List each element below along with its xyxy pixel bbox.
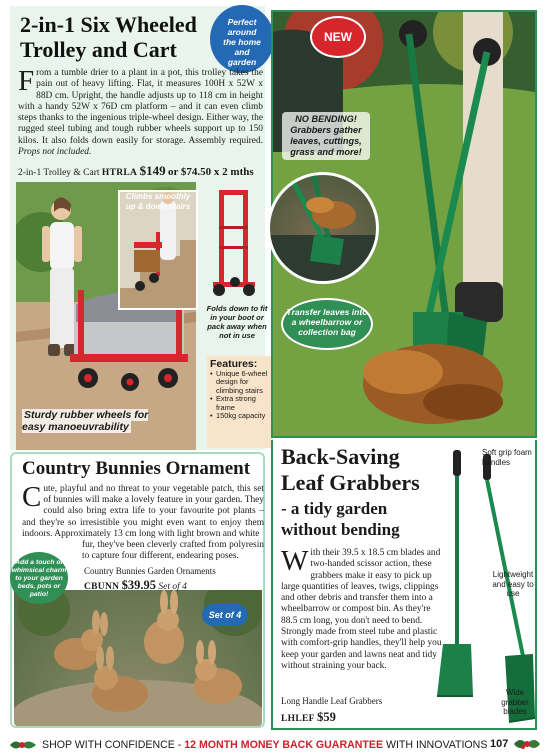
- burst-line: garden: [227, 57, 257, 67]
- bunnies-title: Country Bunnies Ornament: [22, 458, 251, 479]
- dropcap: C: [22, 481, 42, 513]
- label-soft-grip: Soft grip foam handles: [482, 448, 532, 467]
- holly-icon: [8, 736, 38, 754]
- feature-item: • Extra strong frame: [210, 395, 270, 412]
- trolley-price-line: [18, 163, 254, 179]
- holly-icon: [512, 734, 542, 754]
- footer-part: WITH INNOVATIONS: [383, 739, 488, 751]
- grabbers-subtitle-line: - a tidy garden: [281, 499, 388, 518]
- footer-part: MONEY BACK: [240, 739, 313, 751]
- trolley-description: [18, 65, 263, 158]
- bunnies-description: [22, 481, 264, 562]
- features-list: [210, 370, 270, 420]
- caption-folds-down: Folds down to fit in your boot or pack away when not in use: [206, 304, 268, 340]
- grabbers-subtitle-line: without bending: [281, 520, 400, 539]
- features-box: [207, 356, 273, 448]
- product-name: Country Bunnies Garden Ornaments: [84, 566, 216, 576]
- grabbers-title-line: Back-Saving: [281, 444, 400, 469]
- new-badge: NEW: [312, 18, 364, 56]
- bunnies-panel: [10, 452, 265, 728]
- grabbers-title: [281, 444, 420, 496]
- folded-trolley-illustration: [205, 186, 265, 298]
- feature-item: • Unique 6-wheel design for climbing stairs: [210, 370, 270, 395]
- burst-line: the home: [223, 37, 261, 47]
- footer-part: SHOP WITH CONFIDENCE -: [42, 739, 185, 751]
- transfer-illustration: [270, 175, 376, 281]
- product-price: $59: [317, 710, 336, 724]
- footer: [0, 734, 546, 754]
- product-code: HTRLA: [101, 168, 138, 178]
- no-bending-caption: NO BENDING! Grabbers gather leaves, cuttings, grass and more!: [282, 112, 370, 160]
- footer-part: GUARANTEE: [312, 739, 384, 751]
- features-title: Features:: [210, 358, 258, 370]
- burst-line: Perfect: [227, 17, 257, 27]
- transfer-leaves-caption: Transfer leaves into a wheelbarrow or collection bag: [281, 298, 373, 350]
- product-code: LHLEF: [281, 714, 315, 724]
- grabbers-transfer-inset: [267, 172, 379, 284]
- product-price: $39.95: [121, 578, 157, 592]
- label-wide-blades: Wide grabber blades: [501, 688, 529, 716]
- product-name: 2-in-1 Trolley & Cart: [18, 168, 100, 178]
- product-name: Long Handle Leaf Grabbers: [281, 696, 383, 706]
- footer-part: 12 MONTH: [184, 739, 241, 751]
- product-price-installment: or $74.50 x 2 mths: [167, 166, 254, 178]
- props-note: Props not included.: [18, 147, 92, 158]
- burst-line: around: [227, 27, 257, 37]
- label-lightweight: Lightweight and easy to use: [492, 570, 534, 598]
- trolley-title: 2-in-1 Six Wheeled Trolley and Cart: [20, 12, 197, 62]
- product-price: $149: [139, 163, 166, 178]
- trolley-panel: [10, 6, 268, 450]
- grabbers-title-line: Leaf Grabbers: [281, 470, 420, 495]
- page-number: 107: [490, 738, 509, 750]
- caption-sturdy-text: Sturdy rubber wheels for easy manoeuvrability: [22, 409, 149, 433]
- trolley-photo-folded: [205, 186, 265, 298]
- grabbers-subtitle: [281, 498, 400, 540]
- dropcap: W: [281, 545, 309, 577]
- footer-guarantee: [42, 739, 487, 751]
- trolley-description-text: rom a tumble drier to a plant in a pot, this trolley takes the pain out of heavy lifting. Flat, it measures 100H x 52W x 88D cm. Upright, the handle adjusts up to 118 cm in height with a handy 52W x 76D cm platform – and it can even climb steps thanks to the ingenious triple-wheel design. Either way, the rugged steel tubing and tough rubber wheels support up to 150 kilos. It also folds down easily for storage. Assembly required.: [18, 68, 263, 146]
- bunnies-bubble: Add a touch of whimsical charm to your garden beds, pots or patio!: [10, 552, 68, 604]
- caption-sturdy-wheels: [22, 410, 172, 433]
- grabbers-price-line: [281, 710, 336, 725]
- bunnies-description-text: ute, playful and no threat to your vegetable patch, this set of bunnies will make a lovely feature in your garden. They could also bring extra life to your favourite pot plants – and they're so irresistible you might even want to enjoy them indoors. Approximately 13 cm long with light brown and white: [22, 484, 264, 539]
- bunnies-price-line: [84, 578, 187, 593]
- bunnies-description-indent: fur, they've been cleverly crafted from polyresin to capture four different, endearing poses.: [82, 540, 264, 562]
- grabbers-description-text: ith their 39.5 x 18.5 cm blades and two-handed scissor action, these grabbers make it easy to pick up large quantities of leaves, twigs, clippings and other debris and transfer them into a wheelbarrow or compost bin. As they're 88.5 cm long, you don't need to bend. Strongly made from steel tube and plastic with comfort-grip handles, they'll help you keep your garden and lawns neat and tidy without straining your back.: [281, 548, 442, 671]
- product-code: CBUNN: [84, 582, 120, 592]
- trolley-burst-badge: [213, 8, 271, 70]
- dropcap: F: [18, 65, 35, 97]
- burst-line: and: [234, 47, 250, 57]
- feature-item: • 150kg capacity: [210, 412, 270, 420]
- set-of-4-badge: Set of 4: [202, 604, 248, 626]
- caption-climbs-stairs: Climbs smoothly up & down stairs: [125, 192, 191, 211]
- set-note: Set of 4: [158, 582, 187, 592]
